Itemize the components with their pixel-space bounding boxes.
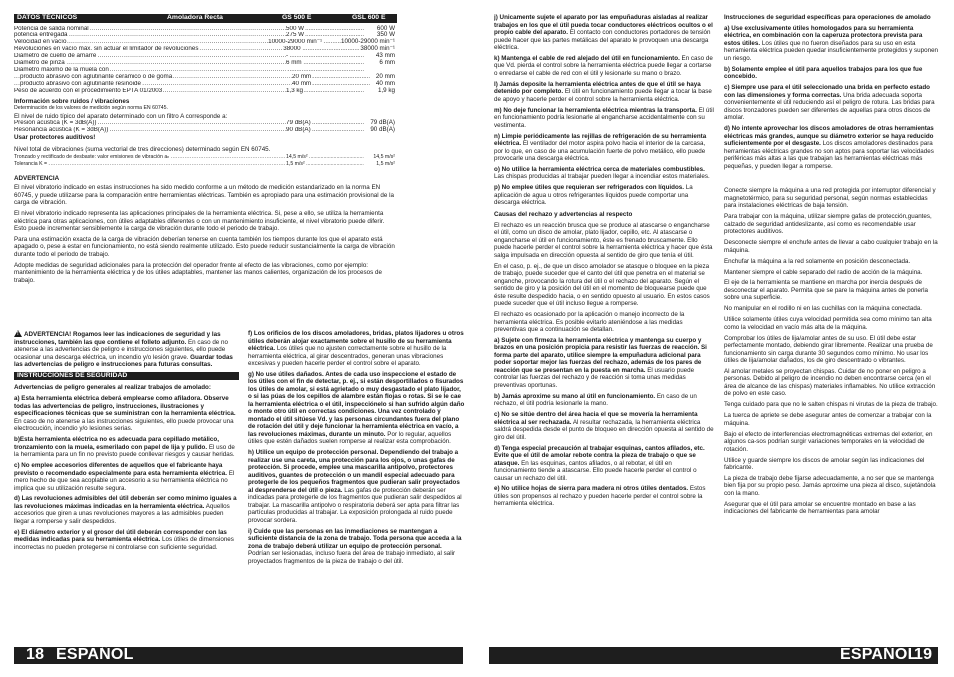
spec-value-gsl600: 6 mm xyxy=(379,59,395,67)
safety-para: Conecte siempre la máquina a una red protegida por interruptor diferencial y magnetotérmico, para su seguridad personal, según normas establecidas para instalaciones eléctricas de baja tensión. xyxy=(724,187,936,210)
left-col3-items xyxy=(248,330,465,565)
spec-value-gs500: 14,5 m/s² xyxy=(286,153,308,160)
warning-rest: En caso de no atenerse a las advertencias de peligro e instrucciones siguientes, ello puede ocasionar una descarga eléctrica, un incendio y/o lesión grave. xyxy=(14,338,228,361)
warning-triangle-icon xyxy=(14,330,22,337)
safety-item-bold: i) Cuide que las personas en las inmediaciones se mantengan a suficiente distancia de la zona de trabajo. Toda persona que acceda a la zona de trabajo deberá utilizar un equipo de protección personal. xyxy=(248,527,462,550)
safety-item xyxy=(248,528,465,566)
safety-item xyxy=(724,66,939,81)
safety-para: Utilice y guarde siempre los discos de amolar según las indicaciones del fabricante. xyxy=(724,456,925,472)
left-col-3 xyxy=(248,330,465,569)
spec-row xyxy=(14,81,397,88)
warning-keep: Guardar todas las advertencias de peligro e instrucciones para futuras consultas. xyxy=(14,353,233,368)
spec-row xyxy=(14,127,397,134)
left-col-2 xyxy=(14,330,239,555)
safety-item xyxy=(494,184,715,207)
safety-item-bold: b)Esta herramienta eléctrica no es adecuada para cepillado metálico, tronzamiento con la muela, esmerilado con papel de lija y pulido. xyxy=(14,436,219,451)
spec-value-gs500: 500 W xyxy=(286,25,305,32)
safety-item-text: Al resultar rechazada, la herramienta eléctrica saldrá despedida desde el punto de bloqueo en dirección opuesta al sentido de giro del útil. xyxy=(494,418,714,441)
safety-item-text: Las chispas producidas al trabajar pueden llegar a incendiar estos materiales. xyxy=(494,173,710,181)
safety-item-text: Los discos amoladores destinados para herramientas eléctricas grandes no son aptos para soportar las velocidades periféricas más altas a las que trabajan las herramientas eléctricas más pequeñas, y pueden llegar a romperse. xyxy=(724,140,934,170)
rechazo-body xyxy=(494,222,715,334)
vib-table xyxy=(14,154,397,168)
safety-item-bold: d) Las revoluciones admisibles del útil deberán ser como mínimo iguales a las revoluciones máximas indicadas en la herramienta eléctrica. xyxy=(14,495,237,510)
spec-row xyxy=(14,46,397,53)
spec-row xyxy=(14,26,397,33)
safety-item-text: Aquellos accesorios que giren a unas revoluciones mayores a las admisibles pueden llegar a romperse y salir despedidos. xyxy=(14,502,230,525)
safety-item-bold: b) Jamás aproxime su mano al útil en funcionamiento. xyxy=(494,392,656,400)
safety-item-bold: n) Limpie periódicamente las rejillas de refrigeración de su herramienta eléctrica. xyxy=(494,132,707,148)
vib-text: Nivel total de vibraciones (suma vectorial de tres direcciones) determinado según EN 60745. xyxy=(14,146,271,154)
right-col-1 xyxy=(494,14,715,511)
spec-value-gs500: - xyxy=(286,53,289,60)
spec-value-gsl600: 40 mm xyxy=(375,79,395,87)
safety-para: El eje de la herramienta se mantiene en marcha por inercia después de desconectar el aparato. Permita que se pare la máquina antes de ponerla sobre una superficie. xyxy=(724,279,928,302)
ear-protection: Usar protectores auditivos! xyxy=(14,133,96,141)
spec-value-gs500: 79 dB(A) xyxy=(286,120,311,127)
advertencia-title: ADVERTENCIA xyxy=(14,174,60,182)
safety-item-text: En caso de que Vd. pierda el control sobre la herramienta eléctrica puede llegar a cortarse o enredarse el cable de red con el útil y lesionarle su mano o brazo. xyxy=(494,54,713,77)
safety-item-bold: b) Solamente emplee el útil para aquellos trabajos para los que fue concebido. xyxy=(724,65,923,81)
safety-item-text: El ventilador del motor aspira polvo hacia el interior de la carcasa, por lo que, en caso de una acumulación fuerte de polvo metálico, ello puede provocarle una descarga eléctrica. xyxy=(494,140,706,163)
spec-value-gsl600: 79 dB(A) xyxy=(370,119,395,127)
advertencia-para: El nivel vibratorio indicado representa las aplicaciones principales de la herramienta eléctrica. Si, pese a ello, se utiliza la herramienta eléctrica para otras aplicaciones, con útiles adaptables diferentes o con un mantenimiento insuficiente, el nivel vibratorio puede diferir. Esto puede incrementar sensiblemente la carga de vibración durante todo el periodo de trabajo. xyxy=(14,210,385,233)
safety-item-text: El usuario puede controlar las fuerzas del rechazo y de reacción si toma unas medidas preventivas oportunas. xyxy=(494,366,695,389)
safety-item xyxy=(494,337,715,390)
advertencia-para: El nivel vibratorio indicado en estas instrucciones ha sido medido conforme a un método de medición estandarizado en la norma EN 60745, y puede utilizarse para la comparación entre herramientas eléctricas. También es apropiado para una estimación provisional de la carga de vibración. xyxy=(14,184,394,207)
spec-row xyxy=(14,154,397,161)
left-col-specs xyxy=(14,14,397,288)
warning-block xyxy=(14,330,239,369)
safety-item xyxy=(248,371,465,446)
right-col-2 xyxy=(724,14,939,519)
safety-para: Para trabajar con la máquina, utilizar siempre gafas de protección,guantes, calzado de seguridad antideslizante, así como es recomendable usar protectores auditivos. xyxy=(724,213,932,236)
safety-item-text: Podrían ser lesionadas, incluso fuera del área de trabajo inmediato, al salir proyectados fragmentos de la pieza de trabajo o del útil. xyxy=(248,550,456,565)
safety-item-bold: e) No utilice hojas de sierra para madera ni otros útiles dentados. xyxy=(494,485,689,493)
safety-item-text: El útil en funcionamiento puede llegar a tocar la base de apoyo y hacerle perder el control sobre la herramienta eléctrica. xyxy=(494,88,712,103)
safety-item xyxy=(14,495,239,525)
spec-header-gs500: GS 500 E xyxy=(282,14,312,21)
safety-para: La pieza de trabajo debe fijarse adecuadamente, a no ser que se mantenga bien fija por su propio peso. Jamás aproxime una pieza al disco, sujetándola con la mano. xyxy=(724,474,936,497)
safety-item-bold: c) No se sitúe dentro del área hacia el que se movería la herramienta eléctrica al ser rechazada. xyxy=(494,411,698,426)
safety-item xyxy=(14,529,239,552)
safety-item-text: En caso de no atenerse a las instrucciones siguientes, ello puede provocar una electrocución, incendio y/o lesiones serias. xyxy=(14,417,234,433)
spec-header xyxy=(14,14,397,23)
footer-num-right: 19 xyxy=(914,646,933,663)
safety-item-bold: l) Jamás deposite la herramienta eléctrica antes de que el útil se haya detenido por completo. xyxy=(494,80,701,96)
spec-label: Tolerancia K = xyxy=(14,160,48,167)
noise-text: El nivel de ruido típico del aparato determinado con un filtro A corresponde a: xyxy=(14,112,228,120)
safety-item xyxy=(494,393,715,408)
spec-header-gsl600: GSL 600 E xyxy=(352,14,386,21)
spec-label: Tronzado y rectificado de desbaste: valor emisiones de vibración aₕ xyxy=(14,153,170,160)
safety-item xyxy=(724,84,939,122)
safety-para: Comprobar los útiles de lija/amolar antes de su uso. El útil debe estar perfectamente montado, debiendo girar libremente. Realizar una prueba de funcionamiento sin carga durante 30 segundos como mínimo. No usar los útiles de lija/amolar dañados, los de giro descentrado o vibrantes. xyxy=(724,334,933,365)
safety-item-bold: h) Utilice un equipo de protección personal. Dependiendo del trabajo a realizar use una careta, una protección para los ojos, o unas gafas de protección. Si procede, emplee una mascarilla antipolvo, protectores auditivos, guantes de protección o un mandil especial adecuado para protegerle de los pequeños fragmentos que pudieran salir proyectados al desprenderse del útil o pieza. xyxy=(248,449,460,494)
spec-row xyxy=(14,74,397,81)
spec-value-gsl600: 38000 min⁻¹ xyxy=(360,45,395,53)
spec-value-gs500: 38000 xyxy=(283,46,301,53)
safety-item xyxy=(494,107,715,130)
safety-item-bold: e) El diámetro exterior y el grosor del útil deberán corresponder con las medidas indicadas para su herramienta eléctrica. xyxy=(14,528,227,544)
safety-item xyxy=(248,449,465,524)
safety-item-bold: m) No deje funcionar la herramienta eléctrica mientras la transporta. xyxy=(494,106,697,114)
safety-item xyxy=(494,133,715,163)
safety-item-text: Estos útiles son propensos al rechazo y pueden hacerle perder el control sobre la herramienta eléctrica. xyxy=(494,485,706,508)
noise-table xyxy=(14,120,397,134)
seguridad-intro: Advertencias de peligro generales al realizar trabajos de amolado: xyxy=(14,384,211,392)
rechazo-title: Causas del rechazo y advertencias al respecto xyxy=(494,210,633,218)
safety-item-text: El uso de la herramienta para un fin no previsto puede conllevar riesgos y causar heridas. xyxy=(14,443,235,459)
spec-value-gsl600: 600 W xyxy=(376,24,395,32)
spec-table xyxy=(14,26,397,95)
advertencia-body xyxy=(14,184,397,284)
safety-para: Al amolar metales se proyectan chispas. Cuidar de no poner en peligro a personas. Debido al peligro de incendio no deben encontrarse cerca (en el área de alcance de las chispas) materiales inflamables. No utilice extracción de polvo en este caso. xyxy=(724,367,936,398)
safety-item-bold: o) No utilice la herramienta eléctrica cerca de materiales combustibles. xyxy=(494,165,705,173)
spec-value-gsl600: 14,5 m/s² xyxy=(373,153,395,160)
safety-item xyxy=(14,395,239,433)
safety-item-bold: p) No emplee útiles que requieran ser refrigerados con líquidos. xyxy=(494,184,684,192)
spec-row xyxy=(14,67,397,74)
spec-value-gs500: 90 dB(A) xyxy=(286,126,311,133)
safety-para: Asegurar que el útil para amolar se encuentre montado en base a las indicaciones del fabricante de herramientas para amolar xyxy=(724,500,916,516)
advertencia-para: Adopte medidas de seguridad adicionales para la protección del operador frente al efecto de las vibraciones, como por ejemplo: mantenimiento de la herramienta eléctrica y de los útiles adaptables, mantener las manos calientes, organización de los procesos de trabajo. xyxy=(14,261,382,284)
safety-item-text: En las esquinas, cantos afilados, o al rebotar, el útil en funcionamiento tiende a atascarse. Ello puede hacerle perder el control o causar un rechazo del útil. xyxy=(494,459,697,482)
rechazo-para: El rechazo es ocasionado por la aplicación o manejo incorrecto de la herramienta eléctrica. Es posible evitarlo ateniéndose a las medidas preventivas que a continuación se detallan. xyxy=(494,311,685,334)
spec-label: Peso de acuerdo con el procedimiento EPTA 01/2003 xyxy=(14,87,163,94)
spec-label: Diámetro de pinza xyxy=(14,60,65,67)
right-col3-paras xyxy=(724,187,939,515)
left-col2-items xyxy=(14,395,239,551)
safety-item xyxy=(494,485,715,508)
spec-header-title: DATOS TÉCNICOS xyxy=(17,14,78,21)
safety-item-bold: a) Esta herramienta eléctrica deberá emplearse como afiladora. Observe todas las advertencias de peligro, instrucciones, ilustraciones y especificaciones técnicas que se suministran con la herramienta eléctrica. xyxy=(14,395,236,418)
safety-item xyxy=(248,330,465,368)
footer-lang-left: ESPAÑOL xyxy=(56,646,134,663)
spec-value-gsl600: 1,5 m/s² xyxy=(376,160,395,167)
safety-item xyxy=(724,25,939,63)
right-col3-items xyxy=(724,25,939,170)
safety-item xyxy=(494,411,715,441)
page-right xyxy=(477,0,954,677)
spec-value-gsl600: 10000-29000 min⁻¹ xyxy=(340,38,395,46)
safety-para: Enchufar la máquina a la red solamente en posición desconectada. xyxy=(724,257,911,265)
safety-item-bold: d) Tenga especial precaución al trabajar esquinas, cantos afilados, etc. Evite que el útil de amolar rebote contra la pieza de trabajo o que se atasque. xyxy=(494,444,705,467)
safety-item xyxy=(494,14,715,52)
safety-item-bold: a) Sujete con firmeza la herramienta eléctrica y mantenga su cuerpo y brazos en una posición propicia para resistir las fuerzas de reacción. Si forma parte del aparato, utilice siempre la empuñadura adicional para poder soportar mejor las fuerzas del rechazo, además de los pares de reacción que se presentan en la puesta en marcha. xyxy=(494,336,707,374)
spec-label: Resonancia acústica (K = 3dB(A)) xyxy=(14,126,109,133)
safety-item-text: El mero hecho de que sea acoplable un accesorio a su herramienta eléctrica no implica que su utilización resulte segura. xyxy=(14,469,235,492)
safety-item-bold: c) No emplee accesorios diferentes de aquellos que el fabricante haya previsto o recomendado especialmente para esta herramienta eléctrica. xyxy=(14,462,227,477)
safety-item xyxy=(494,81,715,104)
safety-item xyxy=(494,55,715,78)
safety-item-text: En caso de un rechazo, el útil podría lesionarle la mano. xyxy=(494,392,697,408)
safety-item xyxy=(14,436,239,459)
safety-item-text: Los útiles de dimensiones incorrectas no pueden protegerse ni controlarse con suficiente seguridad. xyxy=(14,536,234,551)
safety-item-bold: k) Mantenga el cable de red alejado del útil en funcionamiento. xyxy=(494,54,680,62)
safety-para: Utilice solamente útiles cuya velocidad permitida sea como mínimo tan alta como la velocidad en vacío más alta de la máquina. xyxy=(724,316,932,331)
safety-item-bold: g) No use útiles dañados. Antes de cada uso inspeccione el estado de los útiles con el fin de detectar, p. ej., si están desportillados o fisurados los útiles de amolar, si está agrietado o muy desgastado el plato lijador, o si las púas de los cepillos de alambre están flojas o rotas. Si se le cae la herramienta eléctrica o el útil, inspecciónelo si han sufrido algún daño o monte otro útil en correctas condiciones. Una vez controlado y montado el útil sitúese Vd. y las personas circundantes fuera del plano de rotación del útil y deje funcionar la herramienta eléctrica en vacío, a las revoluciones máximas, durante un minuto. xyxy=(248,370,465,438)
spec-label: producto abrasivo con aglutinante cerámico o de goma xyxy=(20,73,173,80)
spec-row xyxy=(14,39,397,46)
warning-bold: ADVERTENCIA! Rogamos leer las indicaciones de seguridad y las instrucciones, también las que contiene el folleto adjunto. xyxy=(14,331,221,346)
spec-value-gs500: 1,5 m/s² xyxy=(286,160,305,167)
footer-lang-right: ESPAÑOL xyxy=(840,646,918,663)
safety-item-text: El útil en funcionamiento podría lesionarle al engancharse accidentalmente con su vestimenta. xyxy=(494,106,714,129)
spec-label: Potencia de salida nominal xyxy=(14,25,89,32)
spec-value-gsl600: 20 mm xyxy=(375,72,395,80)
safety-item-bold: d) No intente aprovechar los discos amoladores de otras herramientas eléctricas más grandes, aunque su diámetro exterior se haya reducido suficientemente por el desgaste. xyxy=(724,125,934,148)
right-col1-items xyxy=(494,14,715,207)
safety-para: Bajo el efecto de interferencias electromagnéticas extremas del exterior, en algunos ca-sos podrían surgir variaciones temporales en la velocidad de rotación. xyxy=(724,430,933,453)
spec-row xyxy=(14,53,397,60)
spec-value-gs500 xyxy=(286,67,287,73)
spec-row xyxy=(14,32,397,39)
safety-para: Mantener siempre el cable separado del radio de acción de la máquina. xyxy=(724,268,923,276)
footer-num-left: 18 xyxy=(26,646,45,663)
safety-item-text: Los útiles que no ajusten correctamente sobre el husillo de la herramienta eléctrica, al girar descentrados, generan unas vibraciones excesivas y pueden hacerle perder el control sobre el aparato. xyxy=(248,345,447,367)
spec-value-gs500: 1,3 kg xyxy=(286,87,304,94)
safety-item-bold: j) Únicamente sujete el aparato por las empuñaduras aisladas al realizar trabajos en los que el útil pueda tocar conductores eléctricos ocultos o el propio cable del aparato. xyxy=(494,14,713,36)
safety-item-text: Una brida adecuada soporta convenientemente el útil reduciendo así el peligro de rotura. Las bridas para discos tronzadores pueden ser diferentes de aquellas para otros discos de amolar. xyxy=(724,91,935,122)
spec-value-gs500: 10000-29000 min⁻¹ xyxy=(268,39,323,46)
safety-item xyxy=(494,445,715,483)
spec-value-gsl600: 1,9 kg xyxy=(377,86,395,94)
safety-item-bold: c) Siempre use para el útil seleccionado una brida en perfecto estado con las dimensiones y forma correctas. xyxy=(724,84,930,99)
rechazo-para: El rechazo es un reacción brusca que se produce al atascarse o engancharse el útil, como un disco de amolar, plato lijador, cepillo, etc. Al atascarse o engancharse el útil en funcionamiento, éste es frenado bruscamente. Ello puede hacerle perder el control sobre la herramienta eléctrica y hacer que ésta salga impulsada en dirección opuesta al sentido de giro que tenía el útil. xyxy=(494,221,713,259)
advertencia-para: Para una estimación exacta de la carga de vibración deberían tenerse en cuenta también los tiempos durante los que el aparato está apagado o, pese a estar en funcionamiento, no está siendo realmente utilizado. Esto puede reducir sustancialmente la carga de vibración durante todo el periodo de trabajo. xyxy=(14,235,395,258)
right-col2-items xyxy=(494,337,715,508)
safety-item-text: El contacto con conductores portadores de tensión puede hacer que las partes metálicas del aparato le provoquen una descarga eléctrica. xyxy=(494,29,711,51)
spec-value-gs500: 6 mm xyxy=(286,60,302,67)
spec-label: Revoluciones en vacío máx. sin actuar el limitador de revoluciones xyxy=(14,46,199,53)
spec-row xyxy=(14,161,397,168)
spec-label: Diámetro máximo de la muela con xyxy=(14,66,109,73)
spec-label: Presión acústica (K = 3dB(A)) xyxy=(14,120,97,127)
spec-value-gsl600: 350 W xyxy=(376,31,395,39)
spec-label: Velocidad en vacío xyxy=(14,39,67,46)
safety-item-text: Los útiles que no fueron diseñados para su uso en esta herramienta eléctrica pueden quedar insuficientemente protegidos y suponen un riesgo. xyxy=(724,39,939,62)
rechazo-para: En el caso, p. ej., de que un disco amolador se atasque o bloquee en la pieza de trabajo, puede suceder que el canto del útil que penetra en el material se enganche, provocando la rotura del útil o el rechazo del aparato. Según el sentido de giro y la posición del útil en el momento de bloquearse puede que éste resulte despedido hacia, o en sentido opuesto al usuario. En estos casos puede suceder que el útil incluso llegue a romperse. xyxy=(494,262,710,308)
safety-item-bold: a) Use exclusivamente útiles homologados para su herramienta eléctrica, en combinación con la caperuza protectora prevista para estos útiles. xyxy=(724,24,923,47)
spec-value-gsl600: 90 dB(A) xyxy=(370,125,395,133)
spec-value-gs500: 20 mm xyxy=(292,73,312,80)
safety-item-text: La aplicación de agua u otros refrigerantes líquidos puede comportar una descarga eléctrica. xyxy=(494,184,693,207)
safety-item-text: Las gafas de protección deberán ser indicadas para protegerle de los fragmentos que pudieran salir despedidos al trabajar. La mascarilla antipolvo o respiratoria deberá ser apta para filtrar las partículas producidas al trabajar. La exposición prolongada al ruido puede provocar sordera. xyxy=(248,486,462,524)
safety-item xyxy=(14,462,239,492)
spec-header-model: Amoladora Recta xyxy=(167,14,223,21)
col3-title: Instrucciones de seguridad específicas para operaciones de amolado xyxy=(724,14,931,21)
safety-para: No manipular en el rodillo ni en las cuchillas con la máquina conectada. xyxy=(724,305,923,313)
safety-para: Desconecte siempre el enchufe antes de llevar a cabo cualquier trabajo en la máquina. xyxy=(724,239,938,254)
safety-item-bold: f) Los orificios de los discos amoladores, bridas, platos lijadores u otros útiles deberán alojar exactamente sobre el husillo de su herramienta eléctrica. xyxy=(248,330,464,352)
safety-item xyxy=(724,125,939,170)
spec-value-gs500: 275 W xyxy=(286,32,305,39)
spec-value-gsl600: 43 mm xyxy=(375,52,395,60)
safety-para: La tuerca de apriete se debe asegurar antes de comenzar a trabajar con la máquina. xyxy=(724,412,932,427)
safety-item-text: Por lo regular, aquellos útiles que estén dañados suelen romperse al realizar esta comprobación. xyxy=(248,430,452,446)
spec-row xyxy=(14,60,397,67)
spec-label: Diámetro de cuello de amarre xyxy=(14,53,97,60)
seguridad-title: INSTRUCCIONES DE SEGURIDAD xyxy=(14,372,239,381)
spec-row xyxy=(14,88,397,95)
spec-label: producto abrasivo con aglutinante resinoide xyxy=(20,80,141,87)
noise-title: Información sobre ruidos / vibraciones xyxy=(14,97,130,105)
safety-item xyxy=(494,166,715,181)
spec-label: potencia entregada xyxy=(14,32,68,39)
noise-sub: Determinación de los valores de medición según norma EN 60745. xyxy=(14,105,168,112)
safety-para: Tenga cuidado para que no le salten chispas ni virutas de la pieza de trabajo. xyxy=(724,401,938,409)
spec-value-gs500: 40 mm xyxy=(292,80,312,87)
spec-row xyxy=(14,120,397,127)
